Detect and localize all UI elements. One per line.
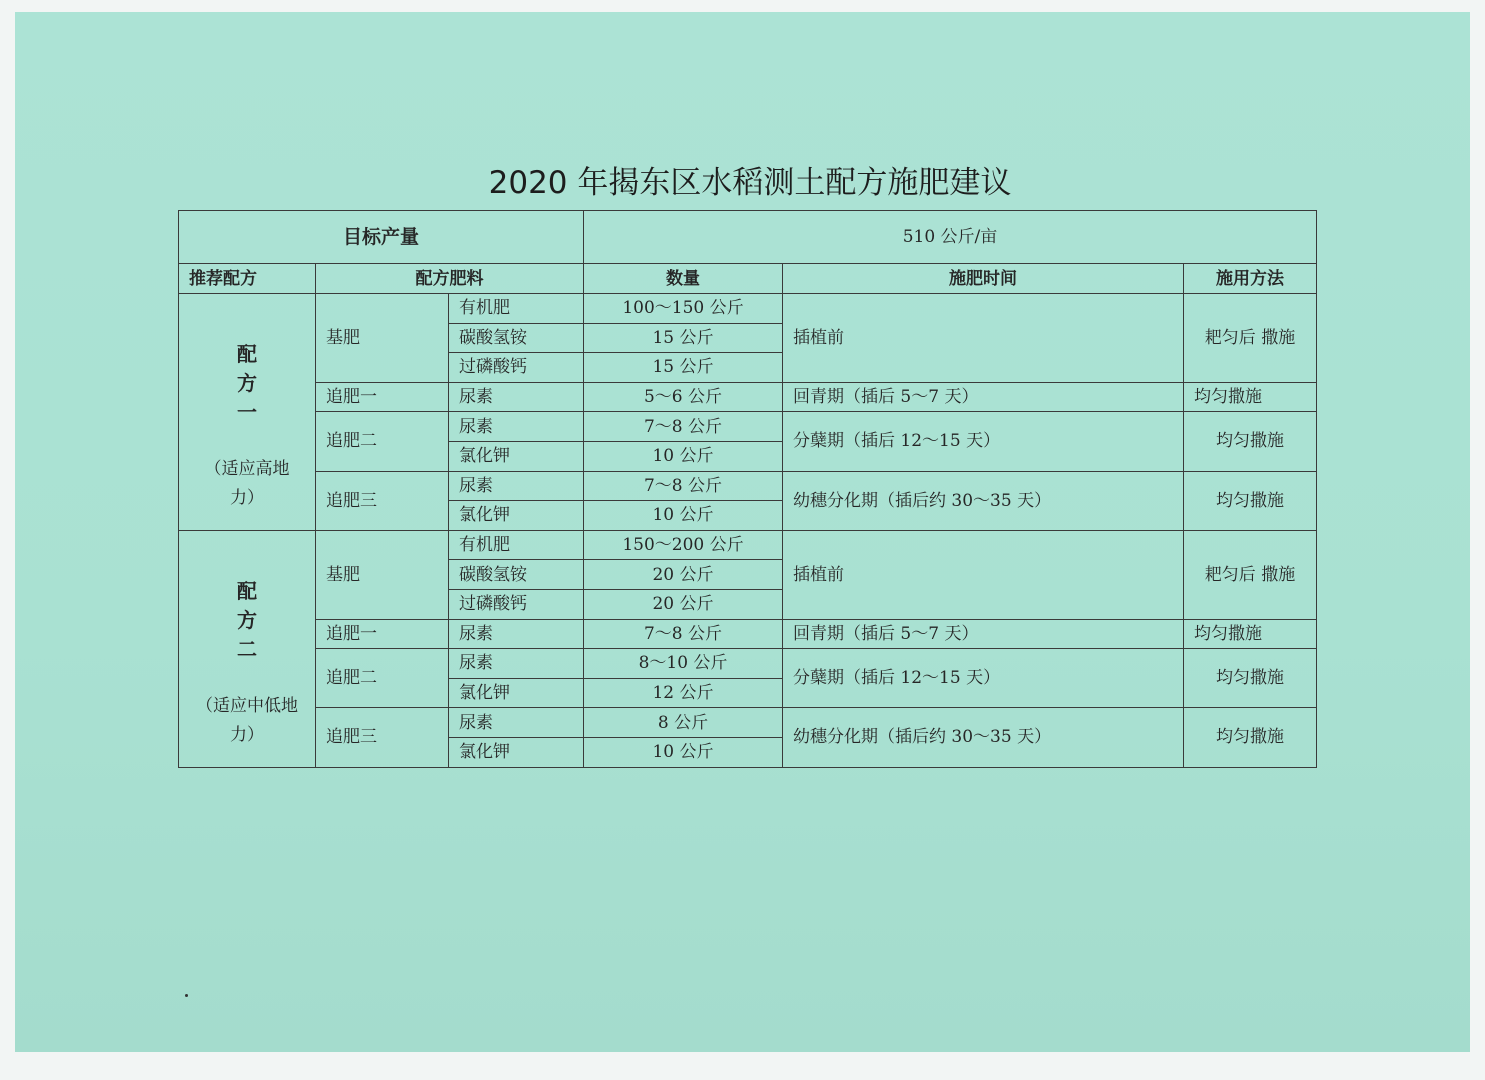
table-row <box>179 382 1317 412</box>
method-cell: 均匀撒施 <box>1184 619 1317 649</box>
timing-cell: 分蘖期（插后 12～15 天） <box>783 649 1184 708</box>
header-formula: 推荐配方 <box>179 264 316 294</box>
table-row <box>179 530 1317 560</box>
amount-cell: 100～150 公斤 <box>584 294 783 324</box>
method-cell: 均匀撒施 <box>1184 708 1317 767</box>
amount-cell: 20 公斤 <box>584 560 783 590</box>
header-amount: 数量 <box>584 264 783 294</box>
fertilizer-cell: 尿素 <box>449 649 584 679</box>
fertilizer-cell: 尿素 <box>449 382 584 412</box>
fertilizer-cell: 尿素 <box>449 471 584 501</box>
stage-cell: 追肥三 <box>316 471 449 530</box>
amount-cell: 10 公斤 <box>584 501 783 531</box>
amount-cell: 150～200 公斤 <box>584 530 783 560</box>
fertilizer-cell: 氯化钾 <box>449 501 584 531</box>
amount-cell: 8～10 公斤 <box>584 649 783 679</box>
formula-1-cell <box>179 294 316 531</box>
fertilizer-cell: 氯化钾 <box>449 737 584 767</box>
target-yield-label: 目标产量 <box>179 211 584 264</box>
fertilizer-cell: 碳酸氢铵 <box>449 560 584 590</box>
table-row <box>179 471 1317 501</box>
stage-cell: 追肥一 <box>316 619 449 649</box>
header-method: 施用方法 <box>1184 264 1317 294</box>
amount-cell: 10 公斤 <box>584 441 783 471</box>
fertilizer-cell: 氯化钾 <box>449 678 584 708</box>
timing-cell: 插植前 <box>783 530 1184 619</box>
formula-1-note: （适应高地 力） <box>204 458 290 508</box>
amount-cell: 12 公斤 <box>584 678 783 708</box>
stage-cell: 基肥 <box>316 530 449 619</box>
fertilizer-cell: 尿素 <box>449 412 584 442</box>
timing-cell: 回青期（插后 5～7 天） <box>783 382 1184 412</box>
method-cell: 均匀撒施 <box>1184 649 1317 708</box>
amount-cell: 20 公斤 <box>584 589 783 619</box>
fertilizer-cell: 有机肥 <box>449 294 584 324</box>
method-cell: 耙匀后 撒施 <box>1184 294 1317 383</box>
amount-cell: 5～6 公斤 <box>584 382 783 412</box>
table-row <box>179 708 1317 738</box>
table-row <box>179 619 1317 649</box>
amount-cell: 15 公斤 <box>584 353 783 383</box>
stage-cell: 追肥二 <box>316 649 449 708</box>
formula-2-note: （适应中低地 力） <box>196 695 298 745</box>
target-yield-value: 510 公斤/亩 <box>584 211 1317 264</box>
formula-2-cell <box>179 530 316 767</box>
fertilizer-recommendation-table <box>178 210 1317 768</box>
table-row <box>179 412 1317 442</box>
amount-cell: 15 公斤 <box>584 323 783 353</box>
stage-cell: 追肥二 <box>316 412 449 471</box>
stage-cell: 基肥 <box>316 294 449 383</box>
amount-cell: 10 公斤 <box>584 737 783 767</box>
fertilizer-cell: 尿素 <box>449 619 584 649</box>
timing-cell: 幼穗分化期（插后约 30～35 天） <box>783 471 1184 530</box>
fertilizer-cell: 过磷酸钙 <box>449 353 584 383</box>
fertilizer-cell: 有机肥 <box>449 530 584 560</box>
fertilizer-cell: 碳酸氢铵 <box>449 323 584 353</box>
amount-cell: 8 公斤 <box>584 708 783 738</box>
method-cell: 耙匀后 撒施 <box>1184 530 1317 619</box>
scan-speck <box>185 994 188 997</box>
header-timing: 施肥时间 <box>783 264 1184 294</box>
table-row <box>179 294 1317 324</box>
target-yield-row <box>179 211 1317 264</box>
timing-cell: 回青期（插后 5～7 天） <box>783 619 1184 649</box>
formula-1-name: 配 方 一 <box>237 341 257 424</box>
method-cell: 均匀撒施 <box>1184 471 1317 530</box>
formula-2-name: 配 方 二 <box>237 578 257 661</box>
amount-cell: 7～8 公斤 <box>584 619 783 649</box>
fertilizer-cell: 氯化钾 <box>449 441 584 471</box>
method-cell: 均匀撒施 <box>1184 412 1317 471</box>
method-cell: 均匀撒施 <box>1184 382 1317 412</box>
column-header-row <box>179 264 1317 294</box>
table-row <box>179 649 1317 679</box>
stage-cell: 追肥三 <box>316 708 449 767</box>
header-fertilizer: 配方肥料 <box>316 264 584 294</box>
timing-cell: 幼穗分化期（插后约 30～35 天） <box>783 708 1184 767</box>
document-title: 2020 年揭东区水稻测土配方施肥建议 <box>488 165 1012 201</box>
fertilizer-cell: 尿素 <box>449 708 584 738</box>
timing-cell: 插植前 <box>783 294 1184 383</box>
fertilizer-cell: 过磷酸钙 <box>449 589 584 619</box>
timing-cell: 分蘖期（插后 12～15 天） <box>783 412 1184 471</box>
amount-cell: 7～8 公斤 <box>584 412 783 442</box>
stage-cell: 追肥一 <box>316 382 449 412</box>
amount-cell: 7～8 公斤 <box>584 471 783 501</box>
